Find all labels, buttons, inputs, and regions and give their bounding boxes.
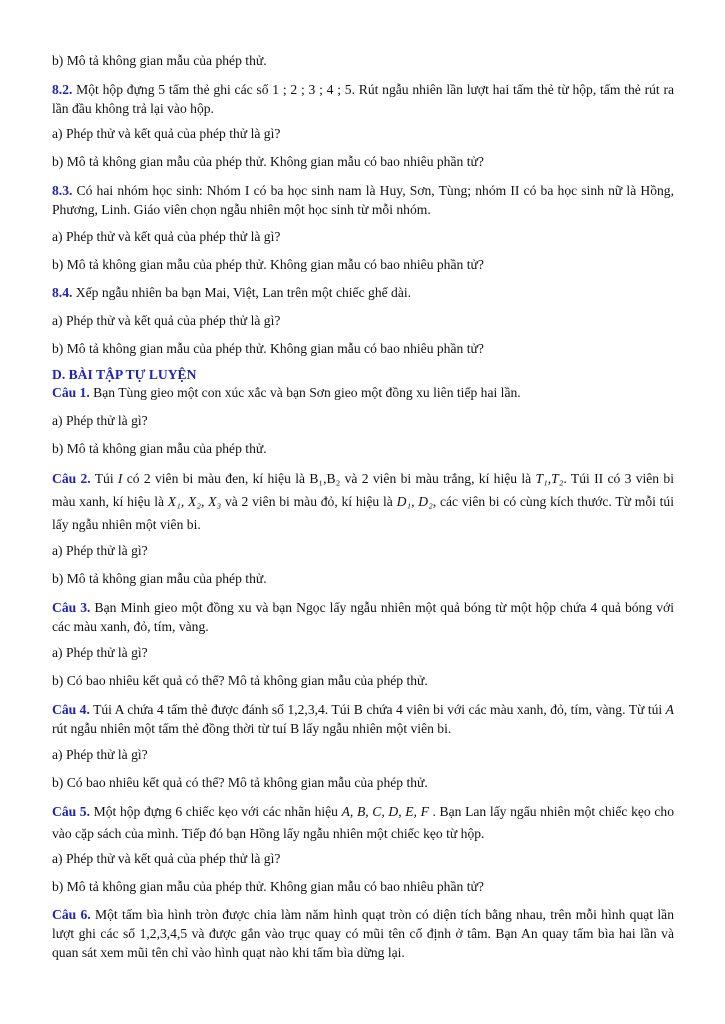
exercise-8-2-b: b) Mô tả không gian mẫu của phép thử. Không gian mẫu có bao nhiêu phần tử?: [52, 154, 484, 169]
exercise-8-3-a: a) Phép thử và kết quả của phép thử là gì?: [52, 229, 281, 244]
cau-1-b: b) Mô tả không gian mẫu của phép thử.: [52, 441, 267, 456]
cau-3: [52, 598, 674, 636]
prev-question-b: b) Mô tả không gian mẫu của phép thử.: [52, 53, 267, 68]
math-brands: A, B, C, D, E, F: [341, 804, 429, 819]
exercise-8-4-b: b) Mô tả không gian mẫu của phép thử. Không gian mẫu có bao nhiêu phần tử?: [52, 341, 484, 356]
math-bag-1: I: [117, 471, 123, 486]
question-text: . Bạn Lan lấy ngẩu nhiên một chiếc kẹo cho vào cặp sách của mình. Tiếp đó bạn Hồng lấy ngẫu nhiên một chiếc kẹo từ hộp.: [52, 804, 674, 841]
cau-6: [52, 905, 674, 962]
cau-3-b: b) Có bao nhiêu kết quả có thể? Mô tả không gian mẫu của phép thử.: [52, 673, 428, 688]
exercise-text: Có hai nhóm học sinh: Nhóm I có ba học sinh nam là Huy, Sơn, Tùng; nhóm II có ba học sinh nữ là Hồng, Phương, Linh. Giáo viên chọn ngẫu nhiên một học sinh từ mỗi nhóm.: [52, 183, 674, 217]
cau-5: [52, 801, 674, 845]
cau-2: [52, 467, 674, 536]
question-label: Câu 4.: [52, 702, 90, 717]
cau-5-a: a) Phép thử và kết quả của phép thử là gì?: [52, 851, 281, 866]
question-text: và 2 viên bi màu trắng, kí hiệu là: [340, 471, 536, 486]
math-black-balls: B₁,B₂: [309, 471, 341, 486]
question-text: Bạn Minh gieo một đồng xu và bạn Ngọc lấy ngẫu nhiên một quả bóng từ một hộp chứa 4 quả bóng với các màu xanh, đỏ, tím, vàng.: [52, 600, 674, 634]
math-green-balls: X₁, X₂, X₃: [167, 494, 222, 509]
exercise-8-4-a: a) Phép thử và kết quả của phép thử là gì?: [52, 313, 281, 328]
exercise-label: 8.4.: [52, 285, 73, 300]
cau-3-a: a) Phép thử là gì?: [52, 645, 148, 660]
cau-4: [52, 700, 674, 738]
math-bag-a: A: [665, 702, 674, 717]
question-text: Bạn Tùng gieo một con xúc xắc và bạn Sơn gieo một đồng xu liên tiếp hai lần.: [89, 385, 521, 400]
exercise-8-3: [52, 181, 674, 219]
cau-5-b: b) Mô tả không gian mẫu của phép thử. Không gian mẫu có bao nhiêu phần tử?: [52, 879, 484, 894]
question-text: rút ngẫu nhiên một tấm thẻ đồng thời từ tuí B lấy ngẫu nhiên một viên bi.: [52, 721, 452, 736]
exercise-8-2: [52, 80, 674, 118]
cau-1: [52, 384, 521, 401]
question-text: , các viên bi có cùng kích thước. Từ mỗi túi lấy ngẫu nhiên một viên bi.: [52, 494, 674, 532]
cau-2-b: b) Mô tả không gian mẫu của phép thử.: [52, 571, 267, 586]
question-label: Câu 6.: [52, 907, 91, 922]
section-heading: D. BÀI TẬP TỰ LUYỆN: [52, 367, 197, 382]
question-text: Một tấm bìa hình tròn được chia làm năm hình quạt tròn có diện tích bằng nhau, trên mỗi hình quạt lần lượt ghi các số 1,2,3,4,5 và được gắn vào trục quay có mũi tên cố định ở tâm. Bạn An quay tấm bìa hai lần và quan sát xem mũi tên chỉ vào hình quạt nào khi tấm bìa dừng lại.: [52, 907, 674, 960]
cau-2-a: a) Phép thử là gì?: [52, 543, 148, 558]
exercise-8-3-b: b) Mô tả không gian mẫu của phép thử. Không gian mẫu có bao nhiêu phần tử?: [52, 257, 484, 272]
question-text: . Túi II có 3 viên bi màu xanh, kí hiệu là: [52, 471, 674, 509]
question-text: có 2 viên bi màu đen, kí hiệu là: [122, 471, 310, 486]
exercise-8-2-a: a) Phép thử và kết quả của phép thử là gì?: [52, 126, 281, 141]
exercise-text: Xếp ngẫu nhiên ba bạn Mai, Việt, Lan trên một chiếc ghế dài.: [72, 285, 412, 300]
question-text: Một hộp đựng 6 chiếc kẹo với các nhãn hiệu: [90, 804, 342, 819]
exercise-label: 8.2.: [52, 82, 73, 97]
question-text: Túi A chứa 4 tấm thẻ được đánh số 1,2,3,4. Túi B chứa 4 viên bi với các màu xanh, đỏ, tím, vàng. Từ túi: [89, 702, 666, 717]
exercise-text: Một hộp đựng 5 tấm thẻ ghi các số 1 ; 2 ; 3 ; 4 ; 5. Rút ngẫu nhiên lần lượt hai tấm thẻ từ hộp, tấm thẻ rút ra lần đầu không trả lại vào hộp.: [52, 82, 674, 116]
question-text: Túi: [90, 471, 118, 486]
cau-4-b: b) Có bao nhiêu kết quả có thể? Mô tả không gian mẫu của phép thử.: [52, 775, 428, 790]
cau-1-a: a) Phép thử là gì?: [52, 413, 148, 428]
question-label: Câu 3.: [52, 600, 91, 615]
question-label: Câu 1.: [52, 385, 90, 400]
question-label: Câu 5.: [52, 804, 91, 819]
exercise-label: 8.3.: [52, 183, 73, 198]
cau-4-a: a) Phép thử là gì?: [52, 747, 148, 762]
exercise-8-4: [52, 284, 411, 301]
question-label: Câu 2.: [52, 471, 91, 486]
math-red-balls: D₁, D₂: [396, 494, 433, 509]
question-text: và 2 viên bi màu đỏ, kí hiệu là: [221, 494, 397, 509]
math-white-balls: T₁,T₂: [535, 471, 564, 486]
